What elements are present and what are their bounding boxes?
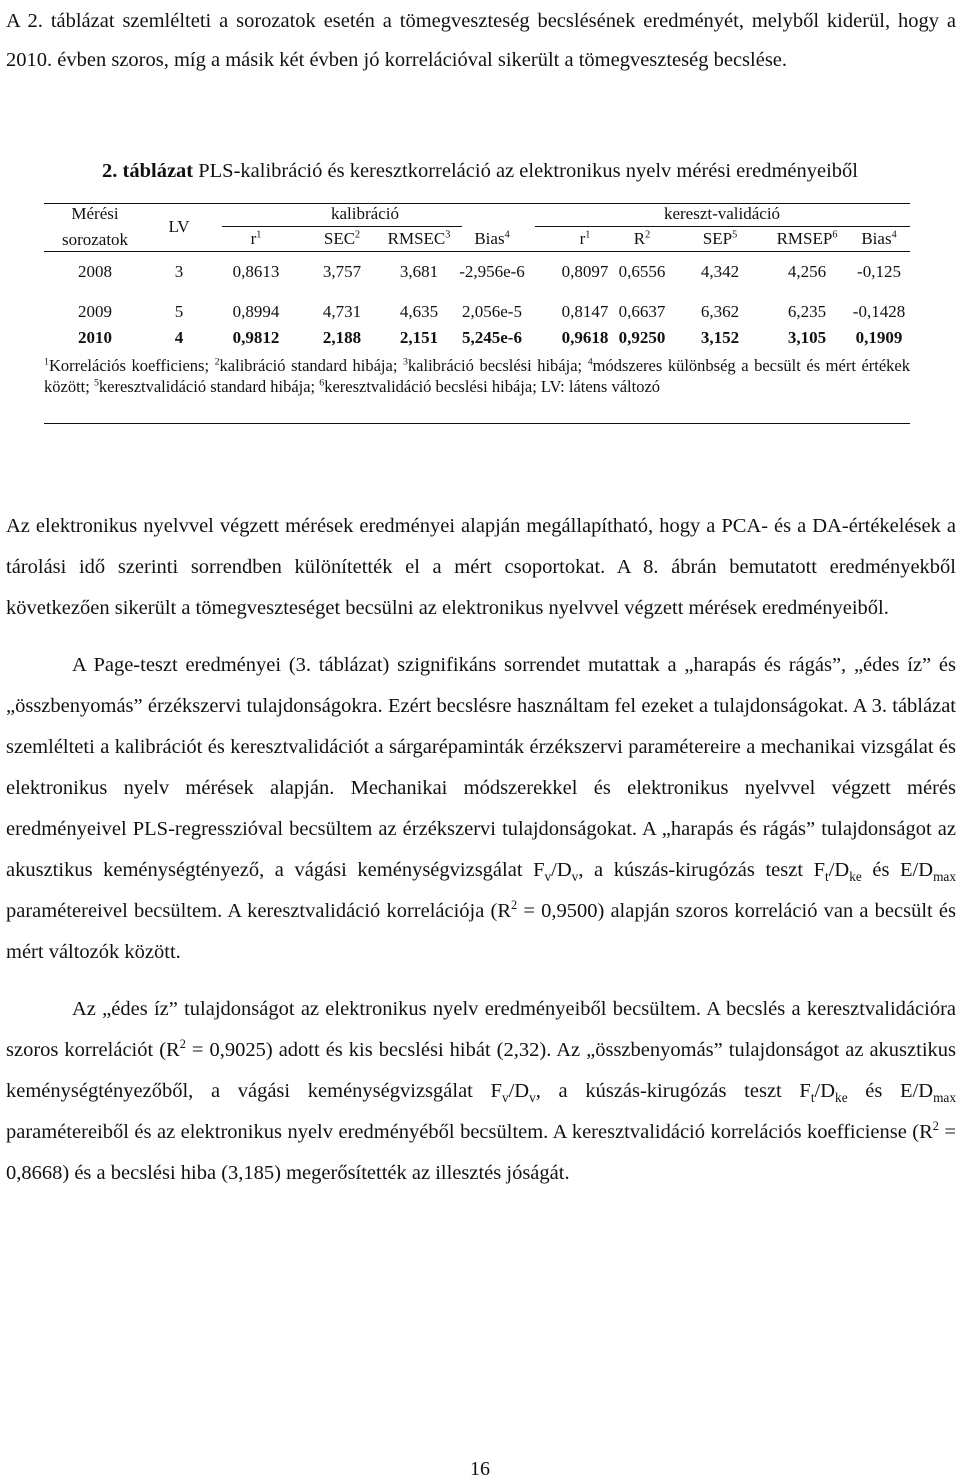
subscript: max: [933, 1090, 956, 1106]
footnote-marker: 4: [587, 356, 593, 368]
table-caption-label: 2. táblázat: [102, 160, 194, 182]
table-cell: 2,056e-5: [462, 302, 522, 321]
text-run: /D: [828, 859, 850, 881]
table-cell: 4: [174, 328, 184, 347]
column-header-note: 2: [355, 229, 361, 241]
table-cell: 3,681: [399, 262, 439, 281]
footnote-text: keresztvalidáció becslési hibája; LV: látens változó: [324, 377, 661, 396]
column-header-note: 4: [891, 229, 897, 241]
text-run: Az „édes íz” tulajdonságot az elektronikus nyelv eredményeiből becsültem. A becslés a keresztvalidációra szoros korrelációt (R: [6, 998, 956, 1061]
column-header: [474, 229, 509, 249]
table-cell: 3: [174, 262, 184, 281]
table-cell: -2,956e-6: [459, 262, 525, 281]
crossvalidation-group-header: kereszt-validáció: [663, 204, 781, 223]
footnote-text: módszeres különbség a becsült és mért értékek között;: [44, 356, 911, 396]
table-cell: 0,8147: [561, 302, 609, 321]
footnote-marker: 5: [93, 377, 99, 389]
text-run: = 0,8668) és a becslési hiba (3,185) megerősítették az illesztés jóságát.: [6, 1121, 956, 1184]
body-paragraph-3: [6, 989, 956, 1194]
subscript: v: [544, 869, 552, 885]
column-header: [777, 229, 838, 249]
table-cell: 2008: [78, 262, 112, 281]
table-cell: 3,105: [787, 328, 827, 347]
column-header-note: 1: [256, 229, 262, 241]
superscript: 2: [511, 898, 518, 913]
body-paragraph-1: Az elektronikus nyelvvel végzett mérések eredményei alapján megállapítható, hogy a PCA- és a DA-értékelések a tárolási idő szerinti sorrendben különítették el a mért csoportokat. A 8. ábrán bemutatott eredményekből következően sikerült a tömegveszteséget becsülni az elektronikus nyelvvel végzett mérések eredményeiből.: [6, 515, 956, 619]
text-run: és E/D: [861, 859, 934, 881]
superscript: 2: [932, 1119, 939, 1134]
column-header-label: SEP: [702, 229, 733, 248]
text-run: és E/D: [847, 1080, 934, 1102]
table-cell: 0,6556: [618, 262, 666, 281]
column-header-label: r: [579, 229, 586, 248]
table-caption: [0, 160, 960, 183]
subscript: max: [933, 869, 956, 885]
subscript: ke: [835, 1090, 848, 1106]
superscript: 2: [179, 1037, 186, 1052]
column-header-note: 6: [832, 229, 838, 241]
column-header-note: 1: [585, 229, 591, 241]
subscript: v: [529, 1090, 536, 1106]
footnote-marker: 2: [214, 356, 220, 368]
series-header-line1: Mérési: [71, 204, 119, 223]
text-run: , a kúszás-kirugózás teszt F: [578, 859, 826, 881]
column-header-note: 2: [645, 229, 651, 241]
footnote-text: keresztvalidáció standard hibája;: [98, 377, 320, 396]
table-cell: 0,8613: [232, 262, 280, 281]
series-header-line2: sorozatok: [61, 230, 129, 249]
page-number: 16: [470, 1458, 490, 1480]
column-header: [634, 229, 650, 249]
table-cell: 4,256: [787, 262, 827, 281]
table-cell: 3,152: [700, 328, 740, 347]
table-cell: 0,6637: [618, 302, 666, 321]
footnote-marker: 3: [402, 356, 408, 368]
column-header-label: RMSEC: [387, 229, 446, 248]
footnote-marker: 1: [44, 356, 49, 368]
text-run: /D: [814, 1080, 836, 1102]
calibration-group-header: kalibráció: [331, 204, 399, 223]
table-cell: 5: [174, 302, 184, 321]
table-cell: 6,235: [787, 302, 827, 321]
table-cell: 3,757: [322, 262, 362, 281]
text-run: paramétereiből és az elektronikus nyelv eredményéből becsültem. A keresztvalidáció korrelációs koefficiense (R: [6, 1121, 933, 1143]
text-run: = 0,9025) adott és kis becslési hibát (2,32). Az „összbenyomás” tulajdonságot az akusztikus keménységtényezőből, a vágási keménységvizsgálat F: [6, 1039, 957, 1102]
column-header-label: RMSEP: [776, 229, 833, 248]
column-header-note: 4: [504, 229, 510, 241]
column-header: [703, 229, 737, 249]
column-header-label: r: [250, 229, 257, 248]
subscript: t: [810, 1090, 815, 1106]
calibration-group-rule: [222, 226, 462, 227]
column-header: [251, 229, 262, 249]
table-cell: -0,125: [857, 262, 901, 281]
subscript: t: [825, 869, 829, 885]
text-run: /D: [551, 859, 572, 881]
table-footnote: [44, 355, 910, 397]
column-header-note: 3: [445, 229, 451, 241]
table-cell: 6,362: [700, 302, 740, 321]
table-cell: 2,188: [322, 328, 362, 347]
table-cell: 0,9812: [232, 328, 280, 347]
crossvalidation-group-rule: [535, 226, 910, 227]
column-header-label: R: [633, 229, 646, 248]
table-cell: 2010: [78, 328, 112, 347]
table-cell: 0,9250: [618, 328, 666, 347]
subscript: v: [571, 869, 579, 885]
lv-header: LV: [168, 217, 190, 236]
table-cell: 2,151: [399, 328, 439, 347]
text-run: A Page-teszt eredményei (3. táblázat) szignifikáns sorrendet mutattak a „harapás és rágás”, „édes íz” és „összbenyomás” érzékszervi tulajdonságokra. Ezért becslésre használtam fel ezeket a tulajdonságokat. A 3. táblázat szemlélteti a kalibrációt és keresztvalidációt a sárgarépaminták érzékszervi paramétereire a mechanikai vizsgálat és elektronikus nyelv mérések alapján. Mechanikai módszerekkel és elektronikus nyelvvel végzett mérés eredményeivel PLS-regresszióval becsültem az érzékszervi tulajdonságokat. A „harapás és rágás” tulajdonságot az akusztikus keménységtényező, a vágási keménységvizsgálat F: [6, 654, 956, 881]
column-header-label: Bias: [474, 229, 505, 248]
text-run: = 0,9500) alapján szoros korreláció van a becsült és mért változók között.: [6, 900, 956, 963]
column-header: [324, 229, 360, 249]
table-cell: 0,8097: [561, 262, 609, 281]
intro-paragraph: A 2. táblázat szemlélteti a sorozatok esetén a tömegveszteség becslésének eredményét, melyből kiderül, hogy a 2010. évben szoros, míg a másik két évben jó korrelációval sikerült a tömegveszteség becslése.: [6, 10, 956, 71]
table-cell: 4,342: [700, 262, 740, 281]
body-paragraph-2: [6, 645, 956, 973]
footnote-text: Korrelációs koefficiens;: [48, 356, 215, 375]
header-bottom-rule: [44, 251, 910, 252]
column-header-note: 5: [732, 229, 738, 241]
table-top-rule: [44, 203, 910, 204]
table-cell: 5,245e-6: [462, 328, 522, 347]
table-cell: -0,1428: [852, 302, 906, 321]
table-cell: 4,635: [399, 302, 439, 321]
footnote-text: kalibráció becslési hibája;: [407, 356, 588, 375]
table-cell: 4,731: [322, 302, 362, 321]
table-bottom-rule: [44, 423, 910, 424]
subscript: v: [501, 1090, 509, 1106]
subscript: ke: [849, 869, 862, 885]
text-run: /D: [508, 1080, 530, 1102]
table-cell: 0,8994: [232, 302, 280, 321]
body-text: [6, 506, 956, 1194]
column-header-label: Bias: [861, 229, 892, 248]
column-header: [580, 229, 591, 249]
table-cell: 2009: [78, 302, 112, 321]
column-header: [388, 229, 451, 249]
text-run: paramétereivel becsültem. A keresztvalidáció korrelációja (R: [6, 900, 511, 922]
table-caption-text: PLS-kalibráció és keresztkorreláció az elektronikus nyelv mérési eredményeiből: [193, 160, 858, 182]
table-cell: 0,9618: [561, 328, 609, 347]
table-cell: 0,1909: [855, 328, 903, 347]
footnote-text: kalibráció standard hibája;: [219, 356, 403, 375]
column-header: [861, 229, 896, 249]
text-run: , a kúszás-kirugózás teszt F: [535, 1080, 811, 1102]
column-header-label: SEC: [323, 229, 356, 248]
footnote-marker: 6: [319, 377, 325, 389]
